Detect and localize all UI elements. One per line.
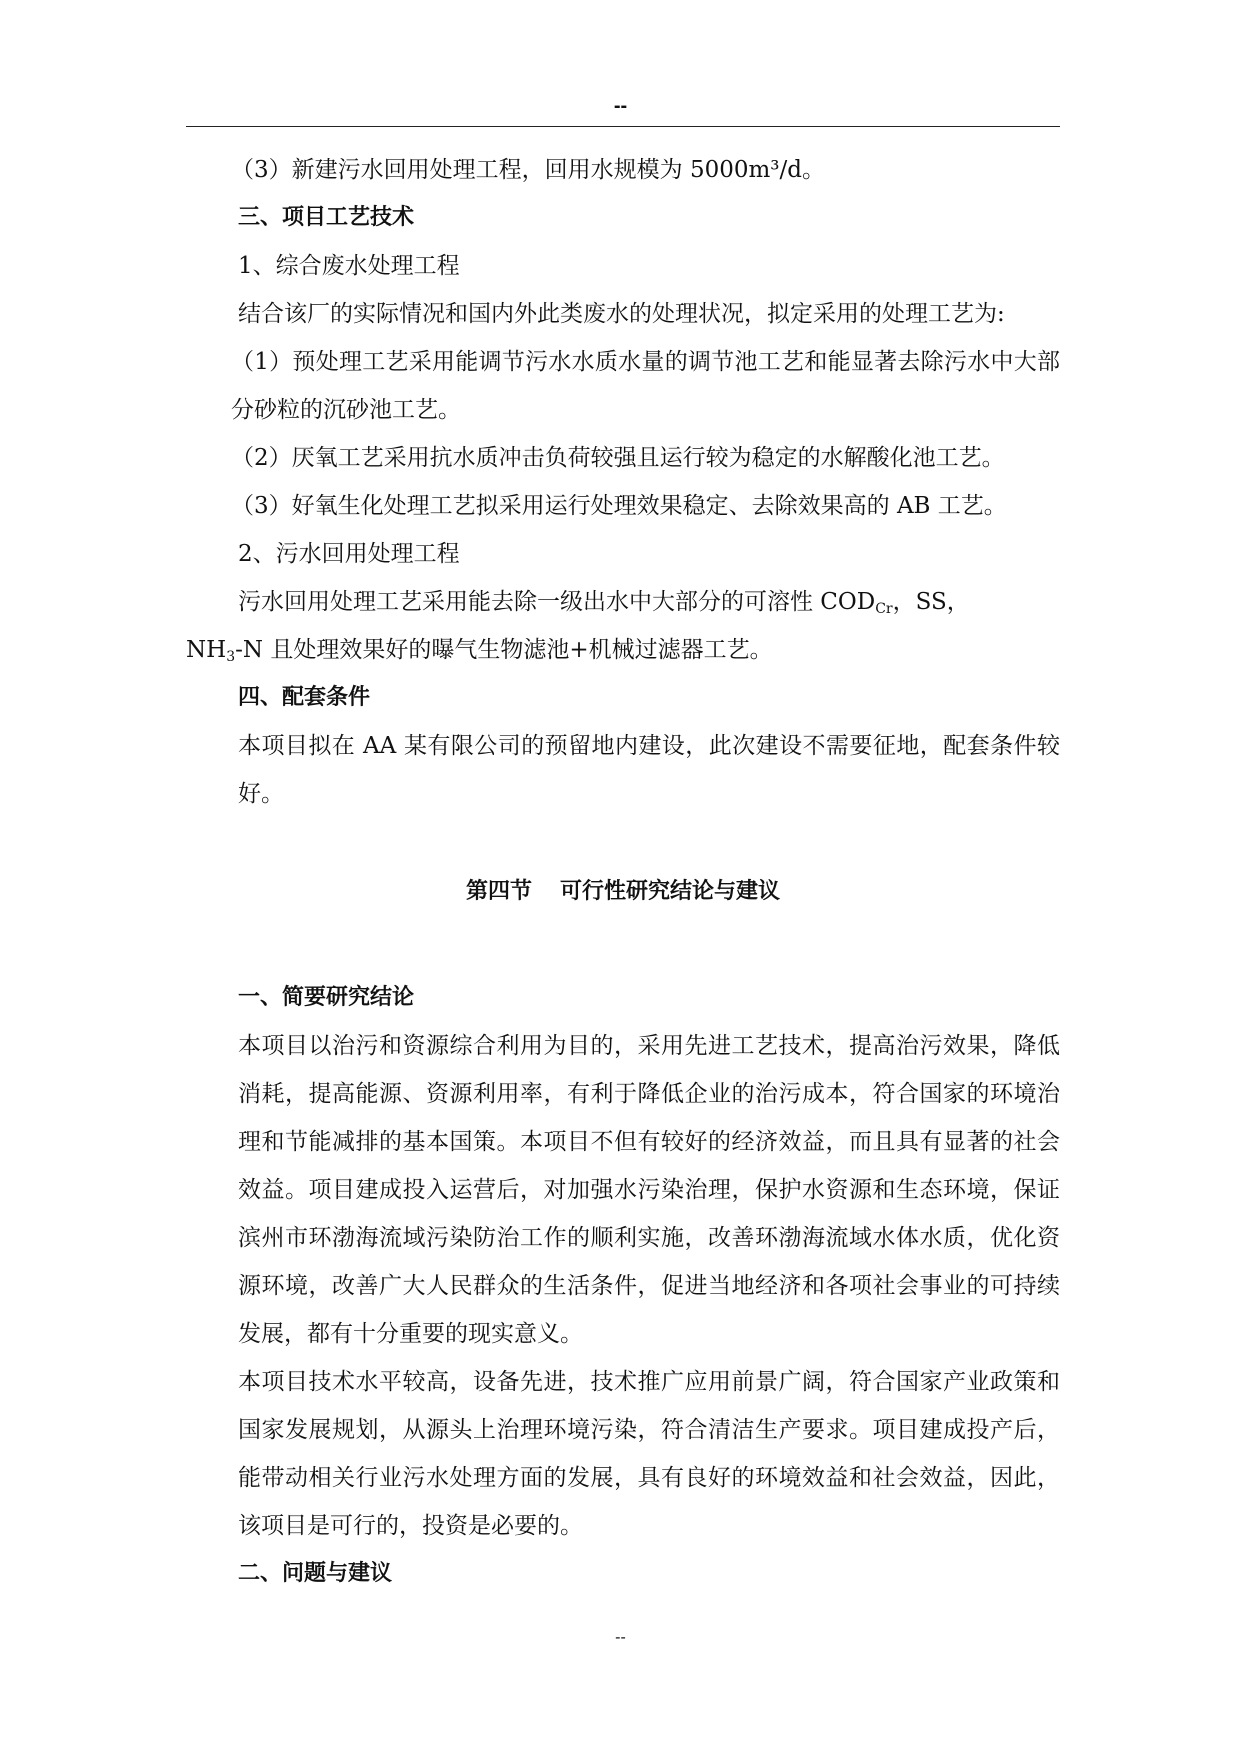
page-footer-mark: -- [615,1629,626,1646]
page-header-mark: -- [613,95,628,117]
section-number: 第四节 [465,879,532,904]
nh3-text: NH [186,637,227,663]
heading-process-technology: 三、项目工艺技术 [238,205,415,230]
reuse-text-part-a: 污水回用处理工艺采用能去除一级出水中大部分的可溶性 COD [238,589,876,615]
document-body [186,146,1060,1598]
heading-supporting-conditions: 四、配套条件 [238,685,371,710]
paragraph-reuse-process-line1 [186,578,1060,626]
paragraph-reuse-process-line2 [186,626,1060,674]
heading-issues-suggestions: 二、问题与建议 [238,1561,393,1586]
header-rule [186,126,1060,127]
paragraph-reuse-scale: （3）新建污水回用处理工程，回用水规模为 5000m³/d。 [231,157,825,183]
section-title [186,868,1060,916]
paragraph-conclusion-1: 本项目以治污和资源综合利用为目的，采用先进工艺技术，提高治污效果，降低消耗，提高能源、资源利用率，有利于降低企业的治污成本，符合国家的环境治理和节能减排的基本国策。本项目不但有较好的经济效益，而且具有显著的社会效益。项目建成投入运营后，对加强水污染治理，保护水资源和生态环境，保证滨州市环渤海流域污染防治工作的顺利实施，改善环渤海流域水体水质，优化资源环境，改善广大人民群众的生活条件，促进当地经济和各项社会事业的可持续发展，都有十分重要的现实意义。 [238,1033,1060,1347]
paragraph-process-intro: 结合该厂的实际情况和国内外此类废水的处理状况，拟定采用的处理工艺为: [238,301,1005,327]
cod-subscript: Cr [875,601,893,617]
paragraph-aerobic: （3）好氧生化处理工艺拟采用运行处理效果稳定、去除效果高的 AB 工艺。 [231,493,1007,519]
subheading-reuse-treatment: 2、污水回用处理工程 [238,541,460,567]
heading-brief-conclusion: 一、简要研究结论 [238,985,415,1010]
paragraph-pretreatment: （1）预处理工艺采用能调节污水水质水量的调节池工艺和能显著去除污水中大部分砂粒的沉砂池工艺。 [231,349,1060,423]
paragraph-supporting-conditions: 本项目拟在 AA 某有限公司的预留地内建设，此次建设不需要征地，配套条件较好。 [238,733,1060,807]
spacer [186,916,1060,974]
section-name: 可行性研究结论与建议 [560,879,781,904]
paragraph-anaerobic: （2）厌氧工艺采用抗水质冲击负荷较强且运行较为稳定的水解酸化池工艺。 [231,445,1005,471]
subheading-wastewater-treatment: 1、综合废水处理工程 [238,253,460,279]
reuse-text-part-d: -N 且处理效果好的曝气生物滤池+机械过滤器工艺。 [235,637,773,663]
nh3-subscript: 3 [226,649,236,665]
reuse-text-part-b: ，SS， [892,589,970,615]
paragraph-conclusion-2: 本项目技术水平较高，设备先进，技术推广应用前景广阔，符合国家产业政策和国家发展规划，从源头上治理环境污染，符合清洁生产要求。项目建成投产后，能带动相关行业污水处理方面的发展，具有良好的环境效益和社会效益，因此，该项目是可行的，投资是必要的。 [238,1369,1060,1539]
spacer [186,818,1060,868]
